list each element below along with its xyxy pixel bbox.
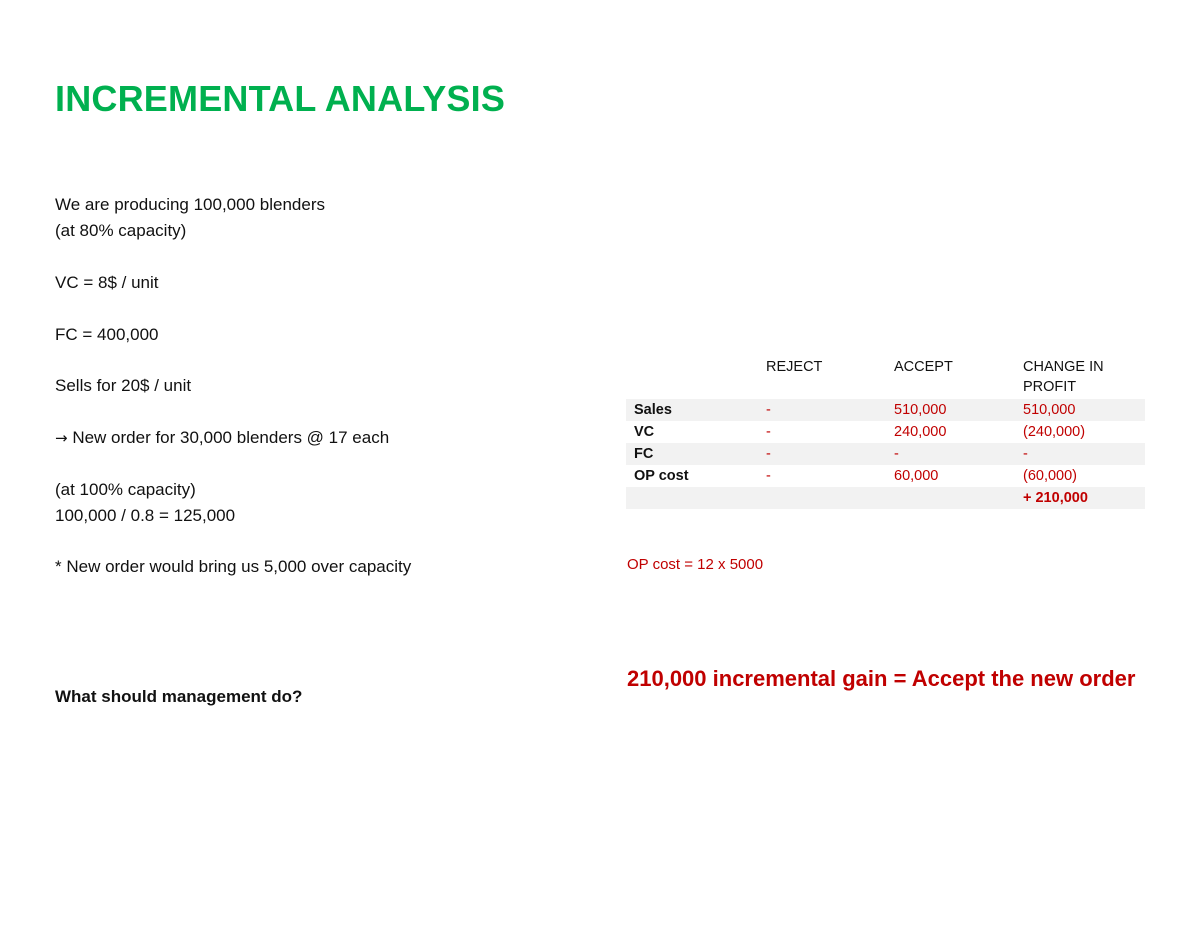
- table-row: [626, 465, 1145, 487]
- header-change: [1023, 357, 1104, 397]
- over-capacity-text: * New order would bring us 5,000 over capacity: [55, 557, 412, 576]
- table-row: [626, 399, 1145, 421]
- op-cost-note: OP cost = 12 x 5000: [627, 556, 764, 573]
- selling-price-text: Sells for 20$ / unit: [55, 376, 192, 395]
- header-reject: REJECT: [766, 359, 823, 375]
- row-accept: -: [894, 446, 899, 462]
- capacity-calc-text: 100,000 / 0.8 = 125,000: [55, 506, 236, 525]
- row-label: OP cost: [634, 468, 689, 484]
- table-row: [626, 443, 1145, 465]
- question-text: What should management do?: [55, 687, 303, 706]
- row-label: VC: [634, 424, 655, 440]
- row-reject: -: [766, 446, 771, 462]
- row-reject: -: [766, 468, 771, 484]
- new-order-text: New order for 30,000 blenders @ 17 each: [72, 428, 390, 447]
- conclusion-text: 210,000 incremental gain = Accept the new order: [627, 666, 1136, 691]
- total-change: + 210,000: [1023, 490, 1088, 506]
- capacity-100-text: (at 100% capacity): [55, 480, 196, 499]
- arrow-right-icon: →: [55, 429, 68, 447]
- row-label: FC: [634, 446, 654, 462]
- row-reject: -: [766, 402, 771, 418]
- row-change: (240,000): [1023, 424, 1086, 440]
- table-total-row: [626, 487, 1145, 509]
- header-change-line1: CHANGE IN: [1023, 359, 1104, 375]
- production-text: We are producing 100,000 blenders: [55, 195, 325, 214]
- capacity-80-text: (at 80% capacity): [55, 221, 187, 240]
- header-accept: ACCEPT: [894, 359, 953, 375]
- incremental-table: [626, 355, 1145, 509]
- page-title: INCREMENTAL ANALYSIS: [55, 78, 506, 119]
- row-label: Sales: [634, 402, 672, 418]
- fixed-cost-text: FC = 400,000: [55, 325, 159, 344]
- row-change: (60,000): [1023, 468, 1078, 484]
- row-accept: 60,000: [894, 468, 939, 484]
- row-change: 510,000: [1023, 402, 1076, 418]
- table-row: [626, 421, 1145, 443]
- row-reject: -: [766, 424, 771, 440]
- row-accept: 240,000: [894, 424, 947, 440]
- table-header: [626, 355, 1145, 399]
- row-accept: 510,000: [894, 402, 947, 418]
- new-order-line: [55, 425, 389, 451]
- variable-cost-text: VC = 8$ / unit: [55, 273, 159, 292]
- header-change-line2: PROFIT: [1023, 379, 1077, 395]
- row-change: -: [1023, 446, 1028, 462]
